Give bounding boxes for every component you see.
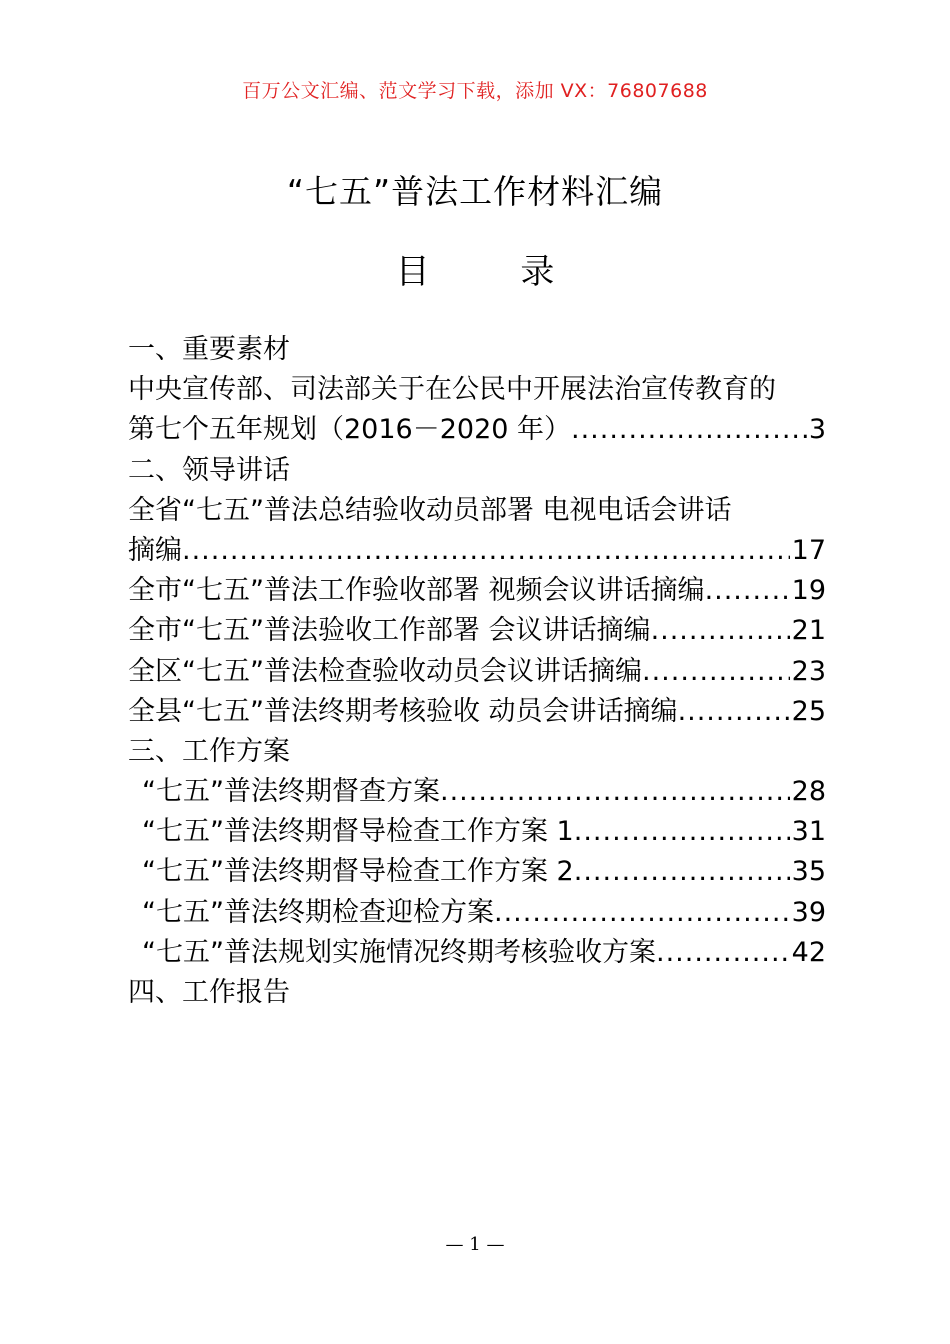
toc-item-10[interactable] [128, 893, 826, 933]
toc-item-page: 28 [791, 776, 826, 808]
dot-leader [656, 933, 790, 973]
dot-leader [678, 692, 790, 732]
toc-section-1: 一、重要素材 [128, 334, 290, 365]
toc-item-title: 摘编 [128, 534, 182, 566]
toc-item-page: 17 [791, 534, 826, 566]
toc-item-1-line-1[interactable]: 中央宣传部、司法部关于在公民中开展法治宣传教育的 [128, 374, 776, 406]
toc-item-title: 全市“七五”普法工作验收部署 视频会议讲话摘编 [128, 575, 705, 607]
toc-item-2[interactable] [128, 531, 826, 571]
dot-leader [642, 652, 790, 692]
toc-item-4[interactable] [128, 611, 826, 651]
toc-item-page: 31 [791, 816, 826, 848]
dot-leader [571, 410, 807, 450]
toc-item-title: 全市“七五”普法验收工作部署 会议讲话摘编 [128, 615, 651, 647]
dot-leader [182, 531, 790, 571]
toc-item-6[interactable] [128, 692, 826, 732]
toc-item-page: 19 [791, 575, 826, 607]
toc-item-title: “七五”普法终期检查迎检方案 [142, 896, 494, 928]
toc-item-9[interactable] [128, 852, 826, 892]
toc-item-page: 3 [808, 414, 826, 446]
page-number: — 1 — [445, 1234, 505, 1255]
toc-item-page: 25 [791, 695, 826, 727]
toc-item-title: “七五”普法终期督导检查工作方案 2 [142, 856, 574, 888]
toc-item-page: 21 [791, 615, 826, 647]
toc-heading: 目 录 [395, 252, 595, 292]
toc-item-title: 全县“七五”普法终期考核验收 动员会讲话摘编 [128, 695, 678, 727]
toc-item-page: 42 [791, 936, 826, 968]
header-banner: 百万公文汇编、范文学习下载，添加 VX：76807688 [242, 80, 708, 102]
toc-item-8[interactable] [128, 812, 826, 852]
toc-item-5[interactable] [128, 652, 826, 692]
toc-section-2: 二、领导讲话 [128, 454, 290, 486]
toc-item-11[interactable] [128, 933, 826, 973]
dot-leader [494, 893, 790, 933]
toc-item-7[interactable] [128, 772, 826, 812]
toc-item-page: 23 [791, 655, 826, 687]
toc-item-1[interactable] [128, 410, 826, 450]
toc-item-title: 第七个五年规划（2016－2020 年） [128, 414, 572, 446]
dot-leader [574, 852, 790, 892]
dot-leader [440, 772, 790, 812]
toc-section-3: 三、工作方案 [128, 735, 290, 767]
toc-item-2-line-1[interactable]: 全省“七五”普法总结验收动员部署 电视电话会讲话 [128, 494, 732, 526]
document-title: “七五”普法工作材料汇编 [286, 172, 664, 211]
dot-leader [705, 571, 790, 611]
toc-item-title: “七五”普法终期督导检查工作方案 1 [142, 816, 574, 848]
toc-item-title: 全区“七五”普法检查验收动员会议讲话摘编 [128, 655, 642, 687]
toc-item-3[interactable] [128, 571, 826, 611]
dot-leader [651, 611, 790, 651]
toc-item-page: 35 [791, 856, 826, 888]
toc-item-title: “七五”普法规划实施情况终期考核验收方案 [142, 936, 656, 968]
toc-item-page: 39 [791, 896, 826, 928]
dot-leader [574, 812, 790, 852]
table-of-contents [128, 330, 826, 1013]
toc-item-title: “七五”普法终期督查方案 [142, 776, 440, 808]
toc-section-4: 四、工作报告 [128, 977, 290, 1008]
